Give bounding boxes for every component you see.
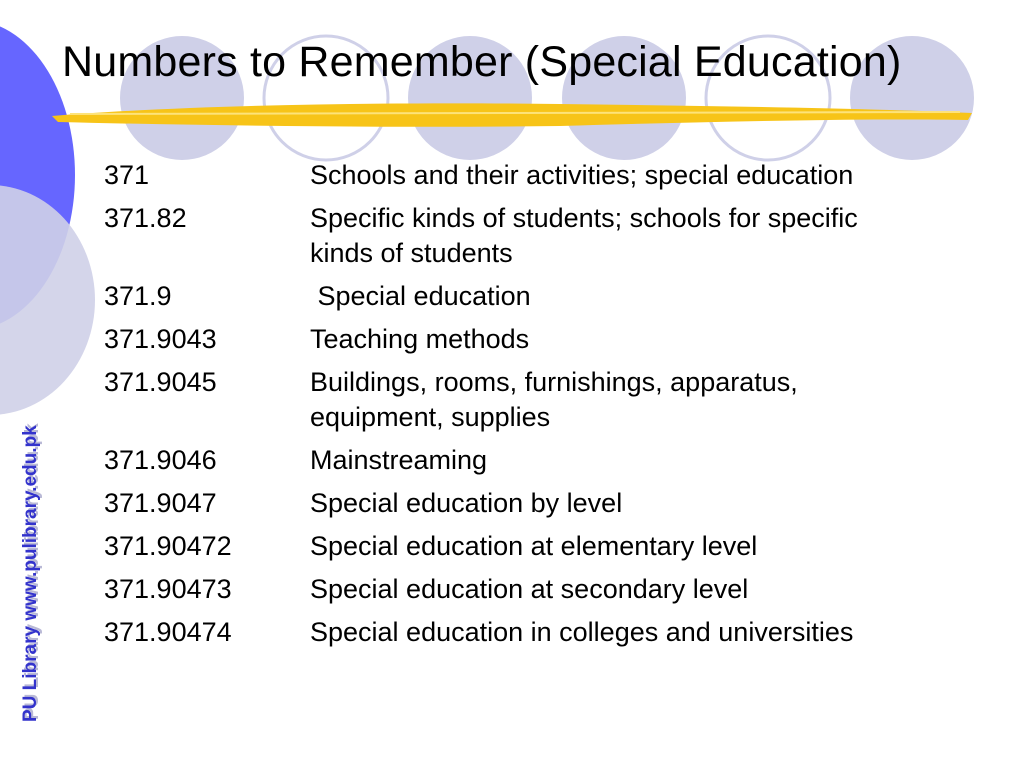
slide-title: Numbers to Remember (Special Education) xyxy=(62,38,902,86)
class-number: 371.9043 xyxy=(104,324,217,354)
list-item xyxy=(104,572,1004,607)
class-description: Special education xyxy=(310,281,531,311)
class-description: Mainstreaming xyxy=(310,445,488,475)
classification-list xyxy=(104,158,1004,658)
class-description: Specific kinds of students; schools for specific kinds of students xyxy=(310,203,858,268)
list-item xyxy=(104,201,1004,271)
class-number: 371.9045 xyxy=(104,367,217,397)
list-item xyxy=(104,279,1004,314)
class-description: Special education at secondary level xyxy=(310,574,749,604)
class-number: 371.90474 xyxy=(104,617,232,647)
class-number: 371 xyxy=(104,160,150,190)
library-side-label: PU Library www.pulibrary.edu.pk xyxy=(20,425,41,722)
class-description: Special education at elementary level xyxy=(310,531,758,561)
list-item xyxy=(104,615,1004,650)
class-description: Special education by level xyxy=(310,488,623,518)
list-item xyxy=(104,529,1004,564)
class-number: 371.90472 xyxy=(104,531,232,561)
list-item xyxy=(104,365,1004,435)
class-number: 371.9046 xyxy=(104,445,217,475)
class-description: Teaching methods xyxy=(310,324,530,354)
class-number: 371.9 xyxy=(104,281,172,311)
list-item xyxy=(104,443,1004,478)
class-description: Buildings, rooms, furnishings, apparatus, equipment, supplies xyxy=(310,367,798,432)
class-number: 371.82 xyxy=(104,203,187,233)
list-item xyxy=(104,158,1004,193)
class-description: Schools and their activities; special education xyxy=(310,160,854,190)
list-item xyxy=(104,322,1004,357)
class-number: 371.9047 xyxy=(104,488,217,518)
class-description: Special education in colleges and universities xyxy=(310,617,854,647)
list-item xyxy=(104,486,1004,521)
left-lavender-arc xyxy=(0,185,95,415)
class-number: 371.90473 xyxy=(104,574,232,604)
